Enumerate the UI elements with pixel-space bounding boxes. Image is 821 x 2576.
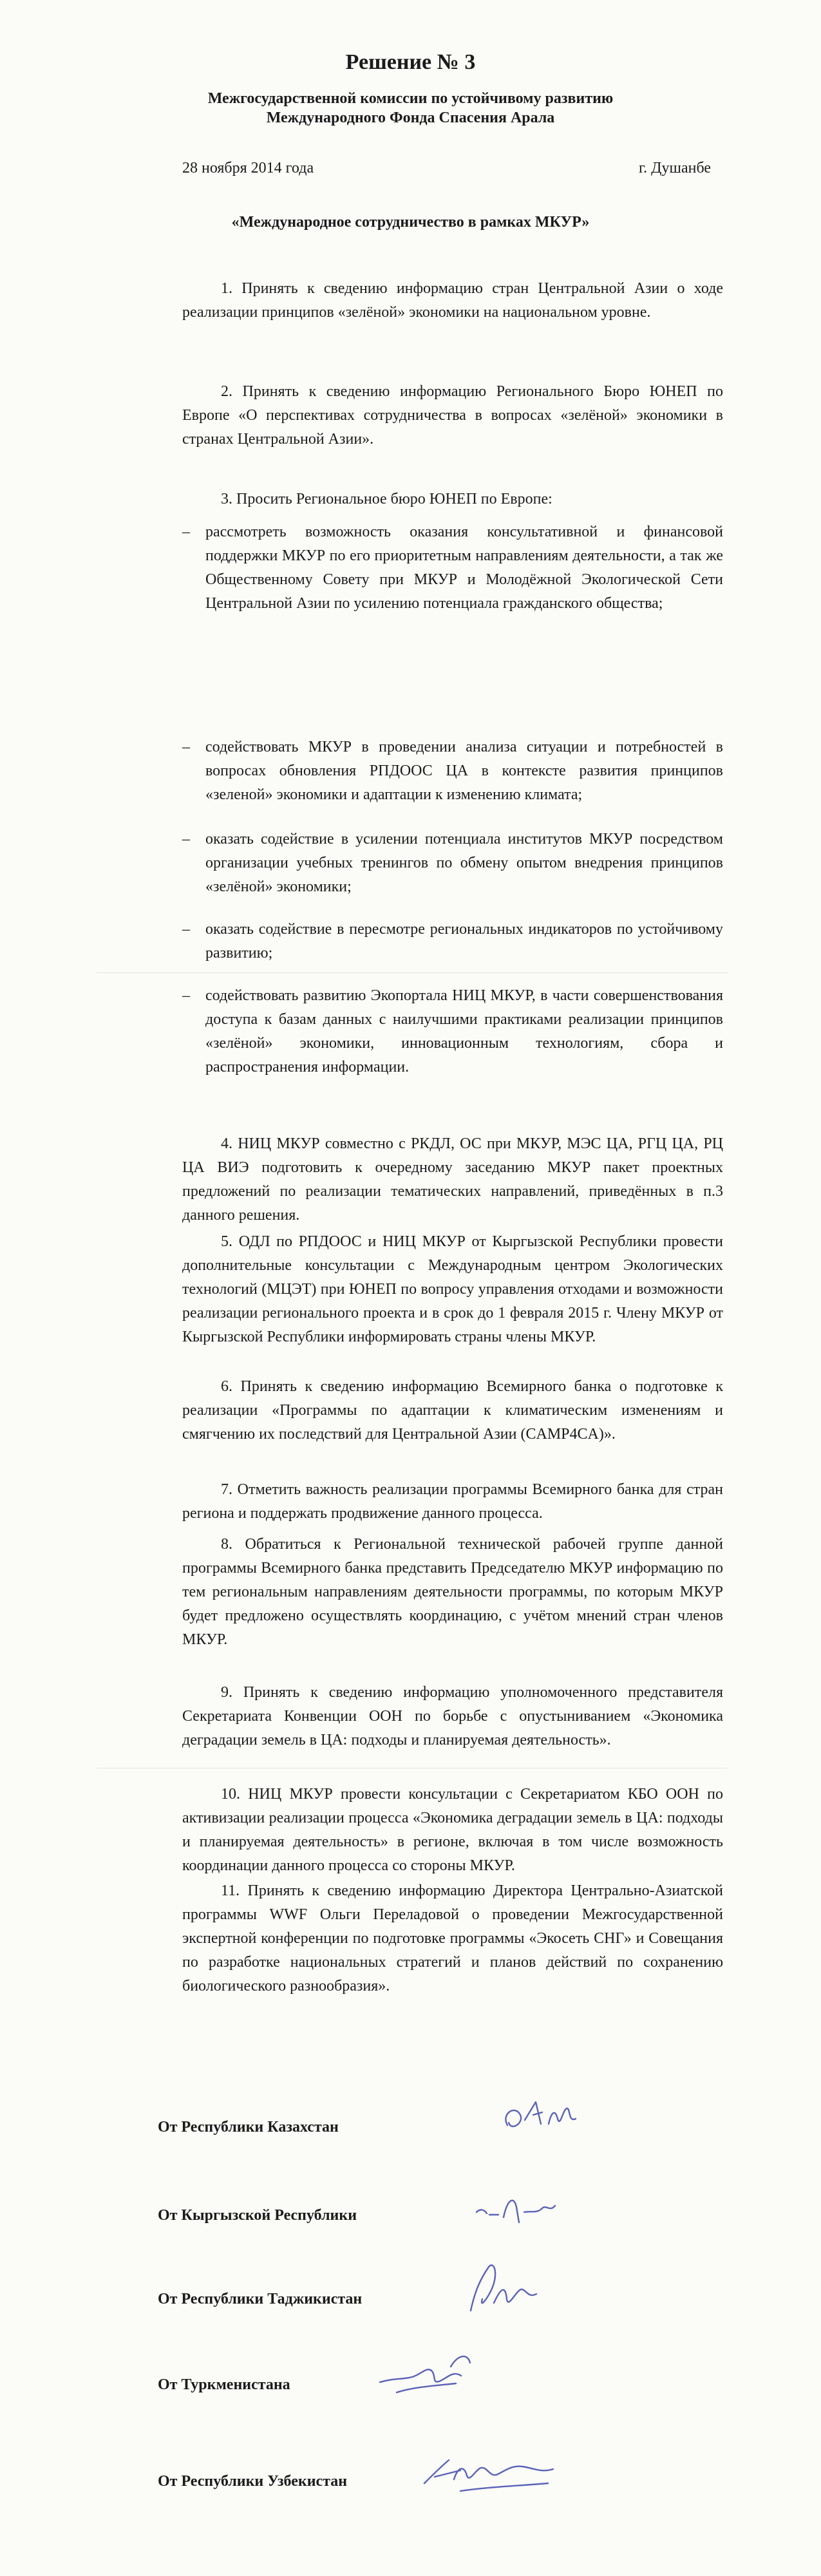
list-item	[182, 984, 723, 1079]
list-item	[182, 828, 723, 899]
paragraph-9: 9. Принять к сведению информацию уполномоченного представителя Секретариата Конвенции ООН по борьбе с опустыниванием «Экономика деградации земель в ЦА: подходы и планируемая деятельность».	[182, 1684, 723, 1748]
bullet-dash: –	[182, 524, 190, 540]
paragraph-11: 11. Принять к сведению информацию Директора Центрально-Азиатской программы WWF Ольги Переладовой о проведении Межгосударственной экспертной конференции по подготовке программы «Экосеть СНГ» и Совещания по разработке национальных стратегий и планов действий по сохранению биологического разнообразия».	[182, 1882, 723, 1994]
signature-tajikistan	[460, 2254, 551, 2325]
list-item	[182, 918, 723, 965]
paragraph-3: 3. Просить Региональное бюро ЮНЕП по Европе:	[221, 491, 552, 507]
bullet-text: содействовать МКУР в проведении анализа ситуации и потребностей в вопросах обновления РПДООС ЦА в контексте развития принципов «зеленой» экономики и адаптации к изменению климата;	[205, 739, 723, 803]
bullet-dash: –	[182, 831, 190, 848]
paragraph-6: 6. Принять к сведению информацию Всемирного банка о подготовке к реализации «Программы по адаптации к климатическим изменениям и смягчению их последствий для Центральной Азии (CAMP4CA)».	[182, 1378, 723, 1443]
scan-seam	[97, 972, 728, 973]
paragraph-8: 8. Обратиться к Региональной технической рабочей группе данной программы Всемирного банка представить Председателю МКУР информацию по тем региональным направлениям деятельности программы, по которым МКУР будет предложено осуществлять координацию, с учётом мнений стран членов МКУР.	[182, 1536, 723, 1648]
subtitle-line-2: Международного Фонда Спасения Арала	[266, 109, 555, 126]
signature-turkmenistan	[373, 2347, 483, 2412]
paragraph-5: 5. ОДЛ по РПДООС и НИЦ МКУР от Кыргызской Республики провести дополнительные консультации с Международным центром Экологических технологий (МЦЭТ) при ЮНЕП по вопросу управления отходами и возможности реализации регионального проекта и в срок до 1 февраля 2015 г. Члену МКУР от Кыргызской Республики информировать страны члены МКУР.	[182, 1233, 723, 1345]
signature-kyrgyzstan	[470, 2186, 573, 2238]
paragraph-7: 7. Отметить важность реализации программы Всемирного банка для стран региона и поддержать продвижение данного процесса.	[182, 1481, 723, 1522]
bullet-text: рассмотреть возможность оказания консультативной и финансовой поддержки МКУР по его приоритетным направлениям деятельности, а так же Общественному Совету при МКУР и Молодёжной Экологической Сети Центральной Азии по усилению потенциала гражданского общества;	[205, 524, 723, 612]
decision-subtitle	[0, 89, 821, 128]
paragraph-1: 1. Принять к сведению информацию стран Центральной Азии о ходе реализации принципов «зелёной» экономики на национальном уровне.	[182, 280, 723, 321]
bullet-dash: –	[182, 739, 190, 755]
bullet-text: оказать содействие в пересмотре региональных индикаторов по устойчивому развитию;	[205, 921, 723, 961]
bullet-text: содействовать развитию Экопортала НИЦ МКУР, в части совершенствования доступа к базам данных с наилучшими практиками реализации принципов «зелёной» экономики, инновационным технологиям, сбора и распространения информации.	[205, 987, 723, 1075]
subtitle-line-1: Межгосударственной комиссии по устойчивому развитию	[207, 90, 614, 107]
list-item	[182, 520, 723, 616]
list-item	[182, 735, 723, 807]
paragraph-10: 10. НИЦ МКУР провести консультации с Секретариатом КБО ООН по активизации реализации процесса «Экономика деградации земель в ЦА: подходы и планируемая деятельность» в регионе, включая в том числе возможность координации данного процесса со стороны МКУР.	[182, 1786, 723, 1874]
decision-date: 28 ноября 2014 года	[182, 160, 314, 176]
signature-uzbekistan	[415, 2441, 563, 2505]
decision-title: Решение № 3	[345, 50, 476, 74]
section-heading: «Международное сотрудничество в рамках МКУР»	[231, 214, 590, 231]
signatory-tajikistan: От Республики Таджикистан	[158, 2291, 363, 2307]
decision-city: г. Душанбе	[639, 160, 712, 176]
signatory-kyrgyzstan: От Кыргызской Республики	[158, 2207, 357, 2224]
signatory-uzbekistan: От Республики Узбекистан	[158, 2473, 348, 2490]
bullet-dash: –	[182, 921, 190, 938]
bullet-text: оказать содействие в усилении потенциала институтов МКУР посредством организации учебных тренингов по обмену опытом внедрения принципов «зелёной» экономики;	[205, 831, 723, 895]
paragraph-4: 4. НИЦ МКУР совместно с РКДЛ, ОС при МКУР, МЭС ЦА, РГЦ ЦА, РЦ ЦА ВИЭ подготовить к очередному заседанию МКУР пакет проектных предложений по реализации тематических направлений, приведённых в п.3 данного решения.	[182, 1135, 723, 1224]
signature-kazakhstan	[496, 2087, 586, 2145]
bullet-dash: –	[182, 987, 190, 1004]
signatory-turkmenistan: От Туркменистана	[158, 2376, 290, 2393]
paragraph-2: 2. Принять к сведению информацию Регионального Бюро ЮНЕП по Европе «О перспективах сотрудничества в вопросах «зелёной» экономики в странах Центральной Азии».	[182, 383, 723, 448]
signatory-kazakhstan: От Республики Казахстан	[158, 2119, 339, 2136]
